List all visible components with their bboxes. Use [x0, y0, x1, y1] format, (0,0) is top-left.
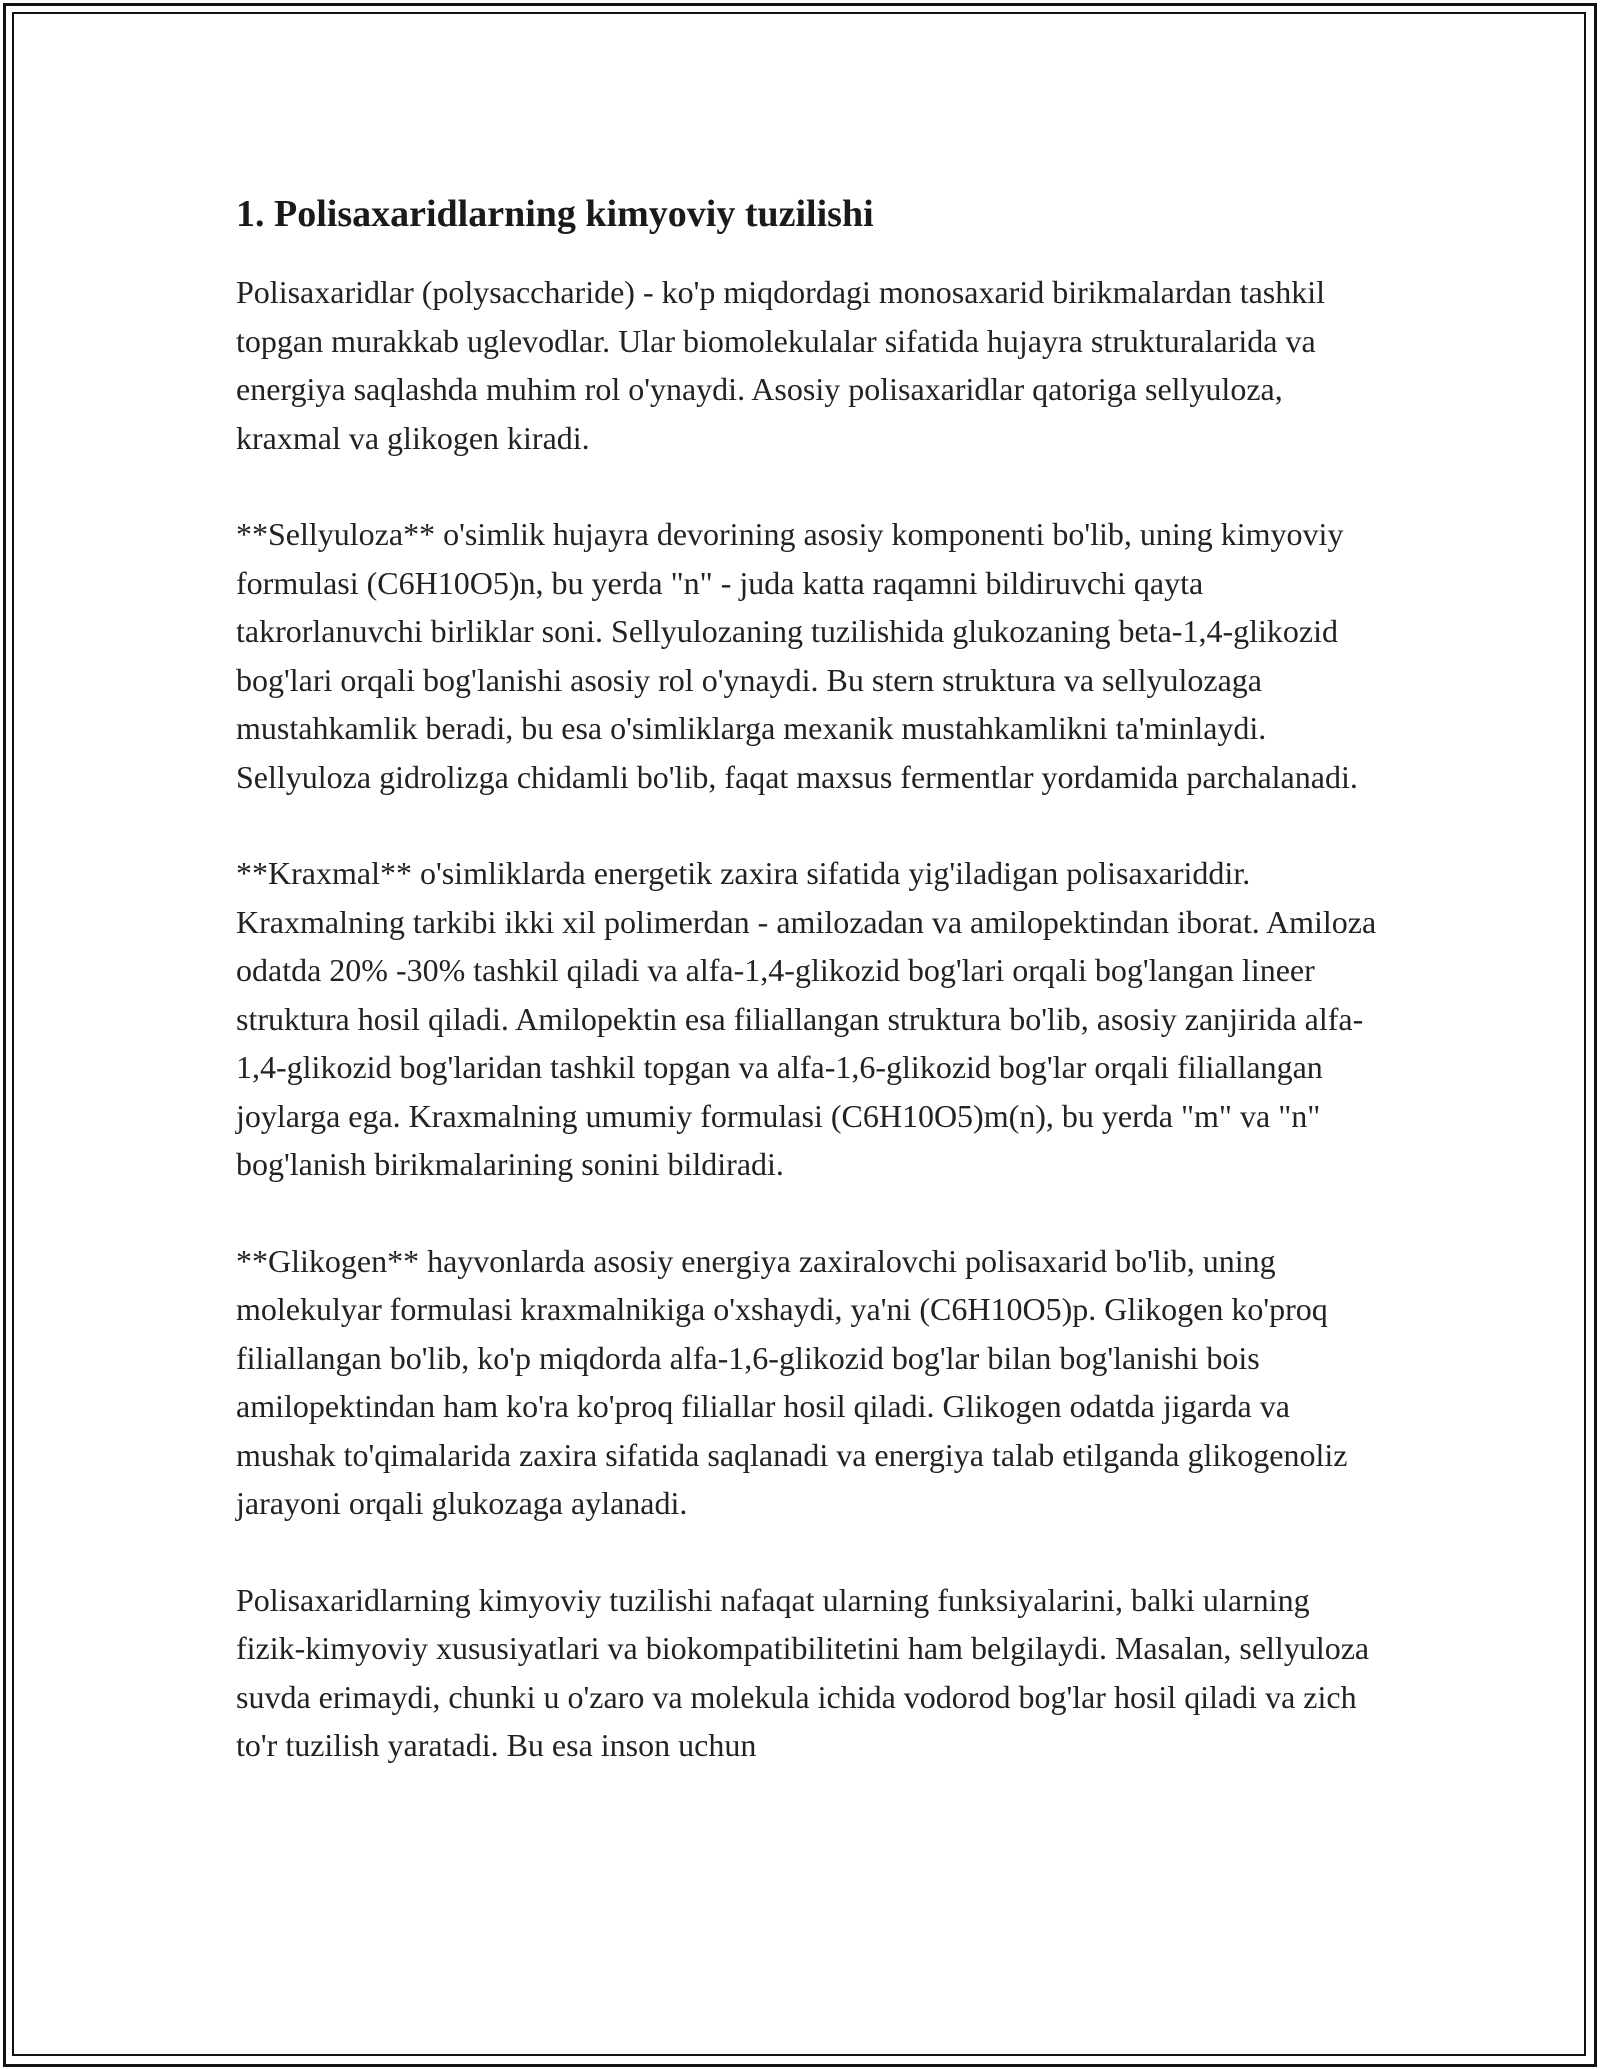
paragraph-glikogen: **Glikogen** hayvonlarda asosiy energiya zaxiralovchi polisaxarid bo'lib, uning molekulyar formulasi kraxmalnikiga o'xshaydi, ya'ni (C6H10O5)p. Glikogen ko'proq filiallangan bo'lib, ko'p miqdorda alfa-1,6-glikozid bog'lar bilan bog'lanishi bois amilopektindan ham ko'ra ko'proq filiallar hosil qiladi. Glikogen odatda jigarda va mushak to'qimalarida zaxira sifatida saqlanadi va energiya talab etilganda glikogenoliz jarayoni orqali glukozaga aylanadi.	[236, 1242, 1348, 1521]
paragraph-sellyuloza: **Sellyuloza** o'simlik hujayra devorining asosiy komponenti bo'lib, uning kimyoviy formulasi (C6H10O5)n, bu yerda "n" - juda katta raqamni bildiruvchi qayta takrorlanuvchi birliklar soni. Sellyulozaning tuzilishida glukozaning beta-1,4-glikozid bog'lari orqali bog'lanishi asosiy rol o'ynaydi. Bu stern struktura va sellyulozaga mustahkamlik beradi, bu esa o'simliklarga mexanik mustahkamlikni ta'minlaydi. Sellyuloza gidrolizga chidamli bo'lib, faqat maxsus fermentlar yordamida parchalanadi.	[236, 516, 1358, 795]
paragraph-intro: Polisaxaridlar (polysaccharide) - ko'p miqdordagi monosaxarid birikmalardan tashkil topgan murakkab uglevodlar. Ular biomolekulalar sifatida hujayra strukturalarida va energiya saqlashda muhim rol o'ynaydi. Asosiy polisaxaridlar qatoriga sellyuloza, kraxmal va glikogen kiradi.	[236, 274, 1326, 456]
section-heading: 1. Polisaxaridlarning kimyoviy tuzilishi	[236, 193, 874, 235]
document-body	[236, 188, 1386, 1818]
paragraph-conclusion: Polisaxaridlarning kimyoviy tuzilishi nafaqat ularning funksiyalarini, balki ularning fizik-kimyoviy xususiyatlari va biokompatibilitetini ham belgilaydi. Masalan, sellyuloza suvda erimaydi, chunki u o'zaro va molekula ichida vodorod bog'lar hosil qiladi va zich to'r tuzilish yaratadi. Bu esa inson uchun	[236, 1581, 1370, 1763]
paragraph-kraxmal: **Kraxmal** o'simliklarda energetik zaxira sifatida yig'iladigan polisaxariddir. Kraxmalning tarkibi ikki xil polimerdan - amilozadan va amilopektindan iborat. Amiloza odatda 20% -30% tashkil qiladi va alfa-1,4-glikozid bog'lari orqali bog'langan lineer struktura hosil qiladi. Amilopektin esa filiallangan struktura bo'lib, asosiy zanjirida alfa-1,4-glikozid bog'laridan tashkil topgan va alfa-1,6-glikozid bog'lar orqali filiallangan joylarga ega. Kraxmalning umumiy formulasi (C6H10O5)m(n), bu yerda "m" va "n" bog'lanish birikmalarining sonini bildiradi.	[236, 855, 1377, 1182]
